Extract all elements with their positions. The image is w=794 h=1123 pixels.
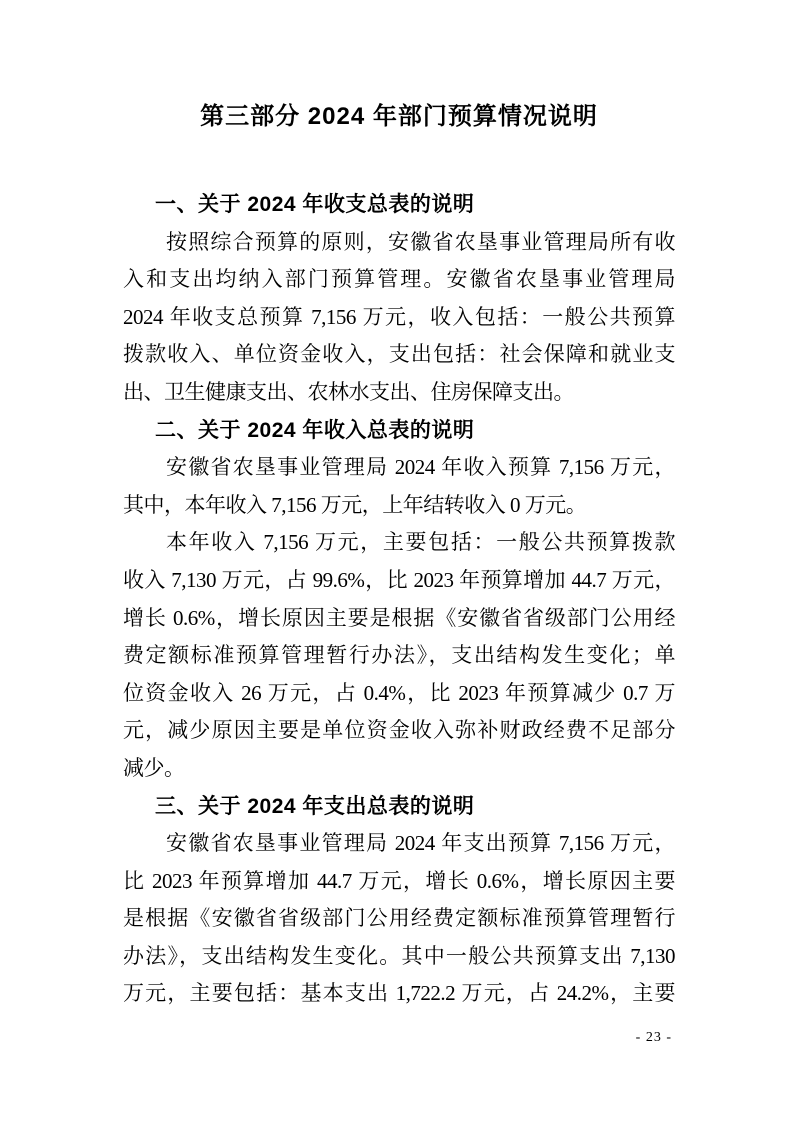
paragraph-line: 万元，主要包括：基本支出 1,722.2 万元，占 24.2%，主要	[123, 981, 675, 1006]
paragraph-line: 办法》，支出结构发生变化。其中一般公共预算支出 7,130	[123, 943, 675, 968]
paragraph-line: 入和支出均纳入部门预算管理。安徽省农垦事业管理局	[123, 267, 675, 292]
paragraph-line: 是根据《安徽省省级部门公用经费定额标准预算管理暂行	[123, 906, 675, 931]
paragraph-line: 拨款收入、单位资金收入，支出包括：社会保障和就业支	[123, 342, 675, 367]
page-number: - 23 -	[635, 1030, 672, 1045]
section-heading: 一、关于 2024 年收支总表的说明	[155, 193, 475, 216]
section-heading: 二、关于 2024 年收入总表的说明	[155, 418, 475, 442]
paragraph-line: 2024 年收支总预算 7,156 万元，收入包括：一般公共预算	[123, 304, 675, 329]
paragraph-line: 位资金收入 26 万元，占 0.4%，比 2023 年预算减少 0.7 万	[123, 680, 675, 705]
paragraph-line: 本年收入 7,156 万元，主要包括：一般公共预算拨款	[166, 530, 675, 555]
paragraph-line: 按照综合预算的原则，安徽省农垦事业管理局所有收	[166, 229, 675, 254]
document-content	[123, 186, 675, 1013]
document-title: 第三部分 2024 年部门预算情况说明	[200, 103, 598, 130]
paragraph-line: 费定额标准预算管理暂行办法》，支出结构发生变化；单	[123, 643, 675, 668]
paragraph-line: 安徽省农垦事业管理局 2024 年支出预算 7,156 万元，	[166, 831, 675, 856]
paragraph-line: 比 2023 年预算增加 44.7 万元，增长 0.6%，增长原因主要	[123, 868, 675, 893]
paragraph-line: 其中，本年收入 7,156 万元，上年结转收入 0 万元。	[123, 492, 587, 517]
paragraph-line: 收入 7,130 万元，占 99.6%，比 2023 年预算增加 44.7 万元，	[123, 567, 675, 592]
paragraph-line: 元，减少原因主要是单位资金收入弥补财政经费不足部分	[123, 718, 675, 743]
paragraph-line: 出、卫生健康支出、农林水支出、住房保障支出。	[123, 379, 574, 404]
section-heading: 三、关于 2024 年支出总表的说明	[155, 794, 475, 818]
paragraph-line: 增长 0.6%，增长原因主要是根据《安徽省省级部门公用经	[123, 605, 675, 630]
paragraph-line: 安徽省农垦事业管理局 2024 年收入预算 7,156 万元，	[166, 455, 675, 480]
paragraph-line: 减少。	[123, 755, 185, 780]
